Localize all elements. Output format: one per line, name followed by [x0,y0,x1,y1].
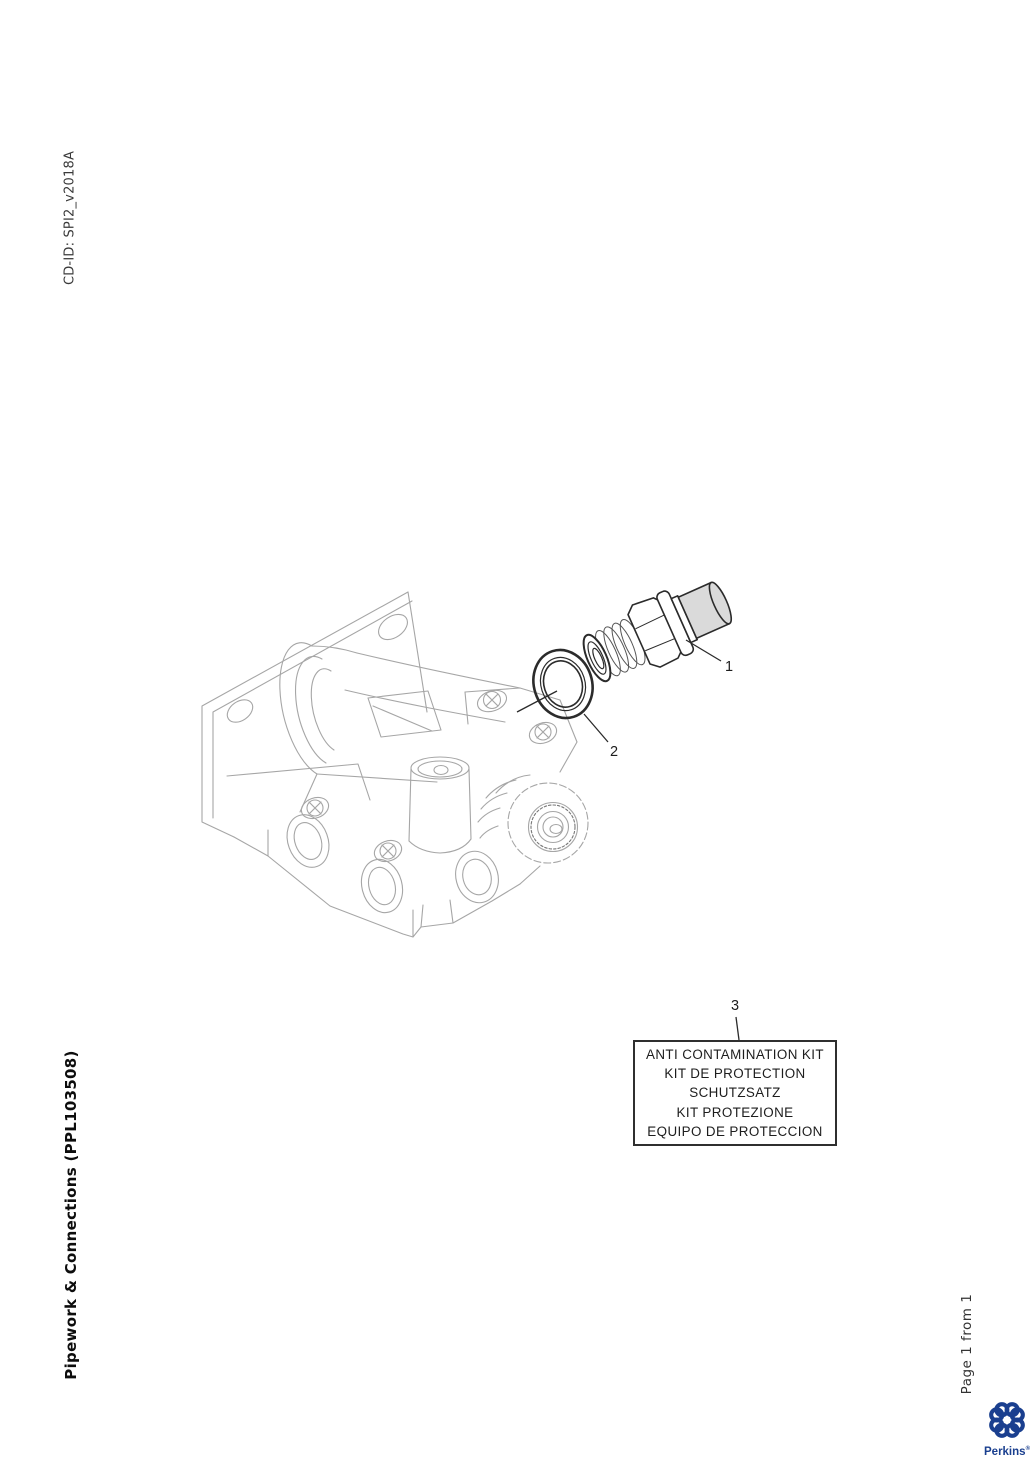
filter-head-body [202,592,588,937]
kit-line-it: KIT PROTEZIONE [676,1104,794,1120]
perkins-emblem-icon [989,1402,1025,1438]
callout-3: 3 [730,998,740,1014]
part-1-plug [574,569,740,693]
kit-line-fr: KIT DE PROTECTION [664,1066,806,1082]
section-title: Pipework & Connections (PPL103508) [62,1050,80,1380]
page-indicator: Page 1 from 1 [959,1293,975,1395]
perkins-logo [984,1402,1030,1458]
registered-mark: ® [1025,1446,1030,1452]
kit-line-de: SCHUTZSATZ [689,1085,781,1101]
kit-label-box [633,1040,837,1146]
callout-2: 2 [609,744,619,760]
perkins-wordmark: Perkins® [984,1445,1030,1458]
callout-1: 1 [724,659,734,675]
kit-line-en: ANTI CONTAMINATION KIT [646,1046,824,1062]
knurled-knob [478,775,588,863]
kit-line-es: EQUIPO DE PROTECCION [647,1123,823,1139]
cd-id-label: CD-ID: SPI2_v2018A [62,150,78,286]
